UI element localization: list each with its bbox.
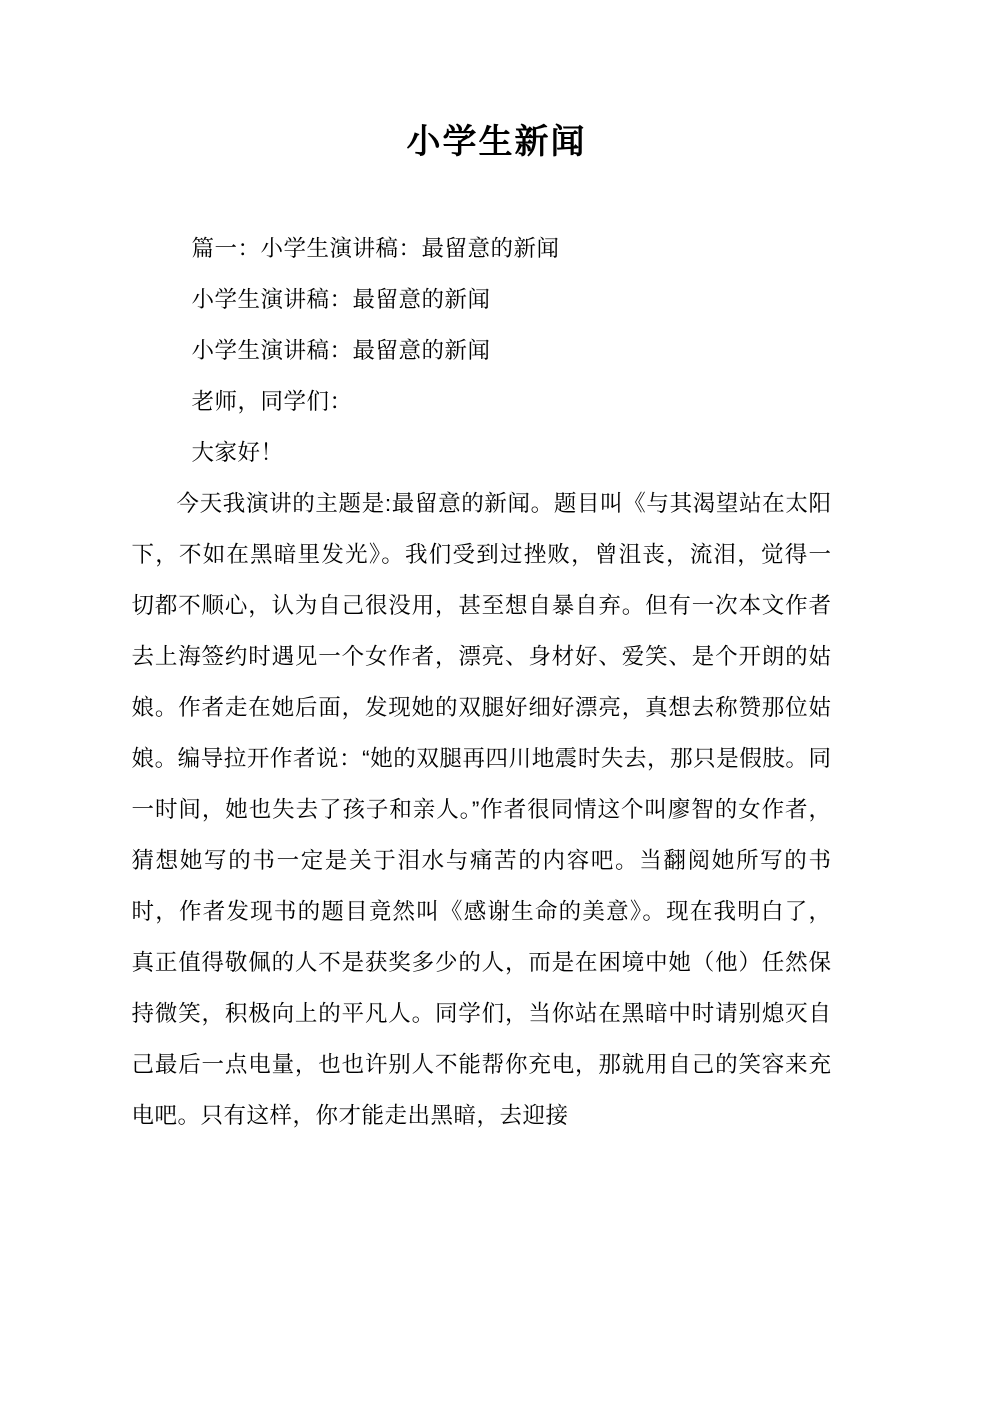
paragraph: 大家好！ <box>191 439 284 465</box>
paragraph: 老师，同学们： <box>191 388 353 414</box>
paragraph: 今天我演讲的主题是:最留意的新闻。题目叫《与其渴望站在太阳下，不如在黑暗里发光》。我们受到过挫败，曾沮丧，流泪，觉得一切都不顺心，认为自己很没用，甚至想自暴自弃。但有一次本文作者去上海签约时遇见一个女作者，漂亮、身材好、爱笑、是个开朗的姑娘。作者走在她后面，发现她的双腿好细好漂亮，真想去称赞那位姑娘。编导拉开作者说：“她的双腿再四川地震时失去，那只是假肢。同一时间，她也失去了孩子和亲人。”作者很同情这个叫廖智的女作者，猜想她写的书一定是关于泪水与痛苦的内容吧。当翻阅她所写的书时，作者发现书的题目竟然叫《感谢生命的美意》。现在我明白了，真正值得敬佩的人不是获奖多少的人，而是在困境中她（他）任然保持微笑，积极向上的平凡人。同学们，当你站在黑暗中时请别熄灭自己最后一点电量，也也许别人不能帮你充电，那就用自己的笑容来充电吧。只有这样，你才能走出黑暗，去迎接 <box>131 490 832 1128</box>
document-body <box>131 163 847 1141</box>
paragraph: 小学生演讲稿：最留意的新闻 <box>191 286 491 312</box>
paragraph: 小学生演讲稿：最留意的新闻 <box>191 337 491 363</box>
paragraph: 篇一：小学生演讲稿：最留意的新闻 <box>191 235 560 261</box>
page-title: 小学生新闻 <box>406 123 587 161</box>
